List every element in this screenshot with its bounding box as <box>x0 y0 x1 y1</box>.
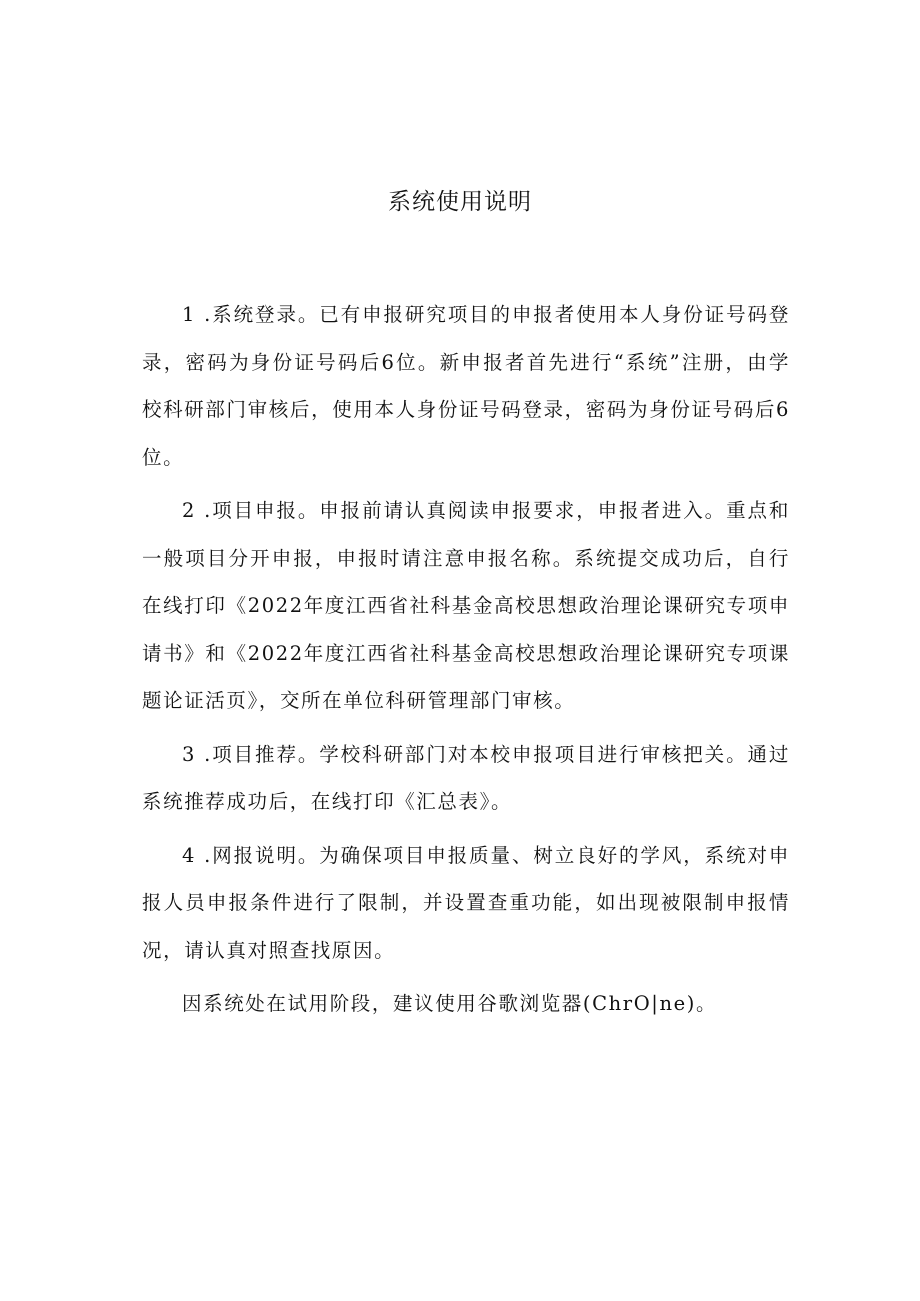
paragraph-browser-advice: 因系统处在试用阶段，建议使用谷歌浏览器(ChrO|ne)。 <box>182 992 718 1015</box>
paragraph-system-login: 1 .系统登录。已有申报研究项目的申报者使用本人身份证号码登录，密码为身份证号码后6位。新申报者首先进行“系统”注册，由学校科研部门审核后，使用本人身份证号码登录，密码为身份证号码后6位。 <box>142 303 790 469</box>
page-title: 系统使用说明 <box>388 189 532 215</box>
document-body <box>142 291 790 1034</box>
paragraph-project-recommendation: 3 .项目推荐。学校科研部门对本校申报项目进行审核把关。通过系统推荐成功后，在线打印《汇总表》。 <box>142 742 790 813</box>
paragraph-project-application: 2 .项目申报。申报前请认真阅读申报要求，申报者进入。重点和一般项目分开申报，申报时请注意申报名称。系统提交成功后，自行在线打印《2022年度江西省社科基金高校思想政治理论课研究专项申请书》和《2022年度江西省社科基金高校思想政治理论课研究专项课题论证活页》，交所在单位科研管理部门审核。 <box>142 499 790 712</box>
paragraph-online-notes: 4 .网报说明。为确保项目申报质量、树立良好的学风，系统对申报人员申报条件进行了限制，并设置查重功能，如出现被限制申报情况，请认真对照查找原因。 <box>142 843 790 962</box>
